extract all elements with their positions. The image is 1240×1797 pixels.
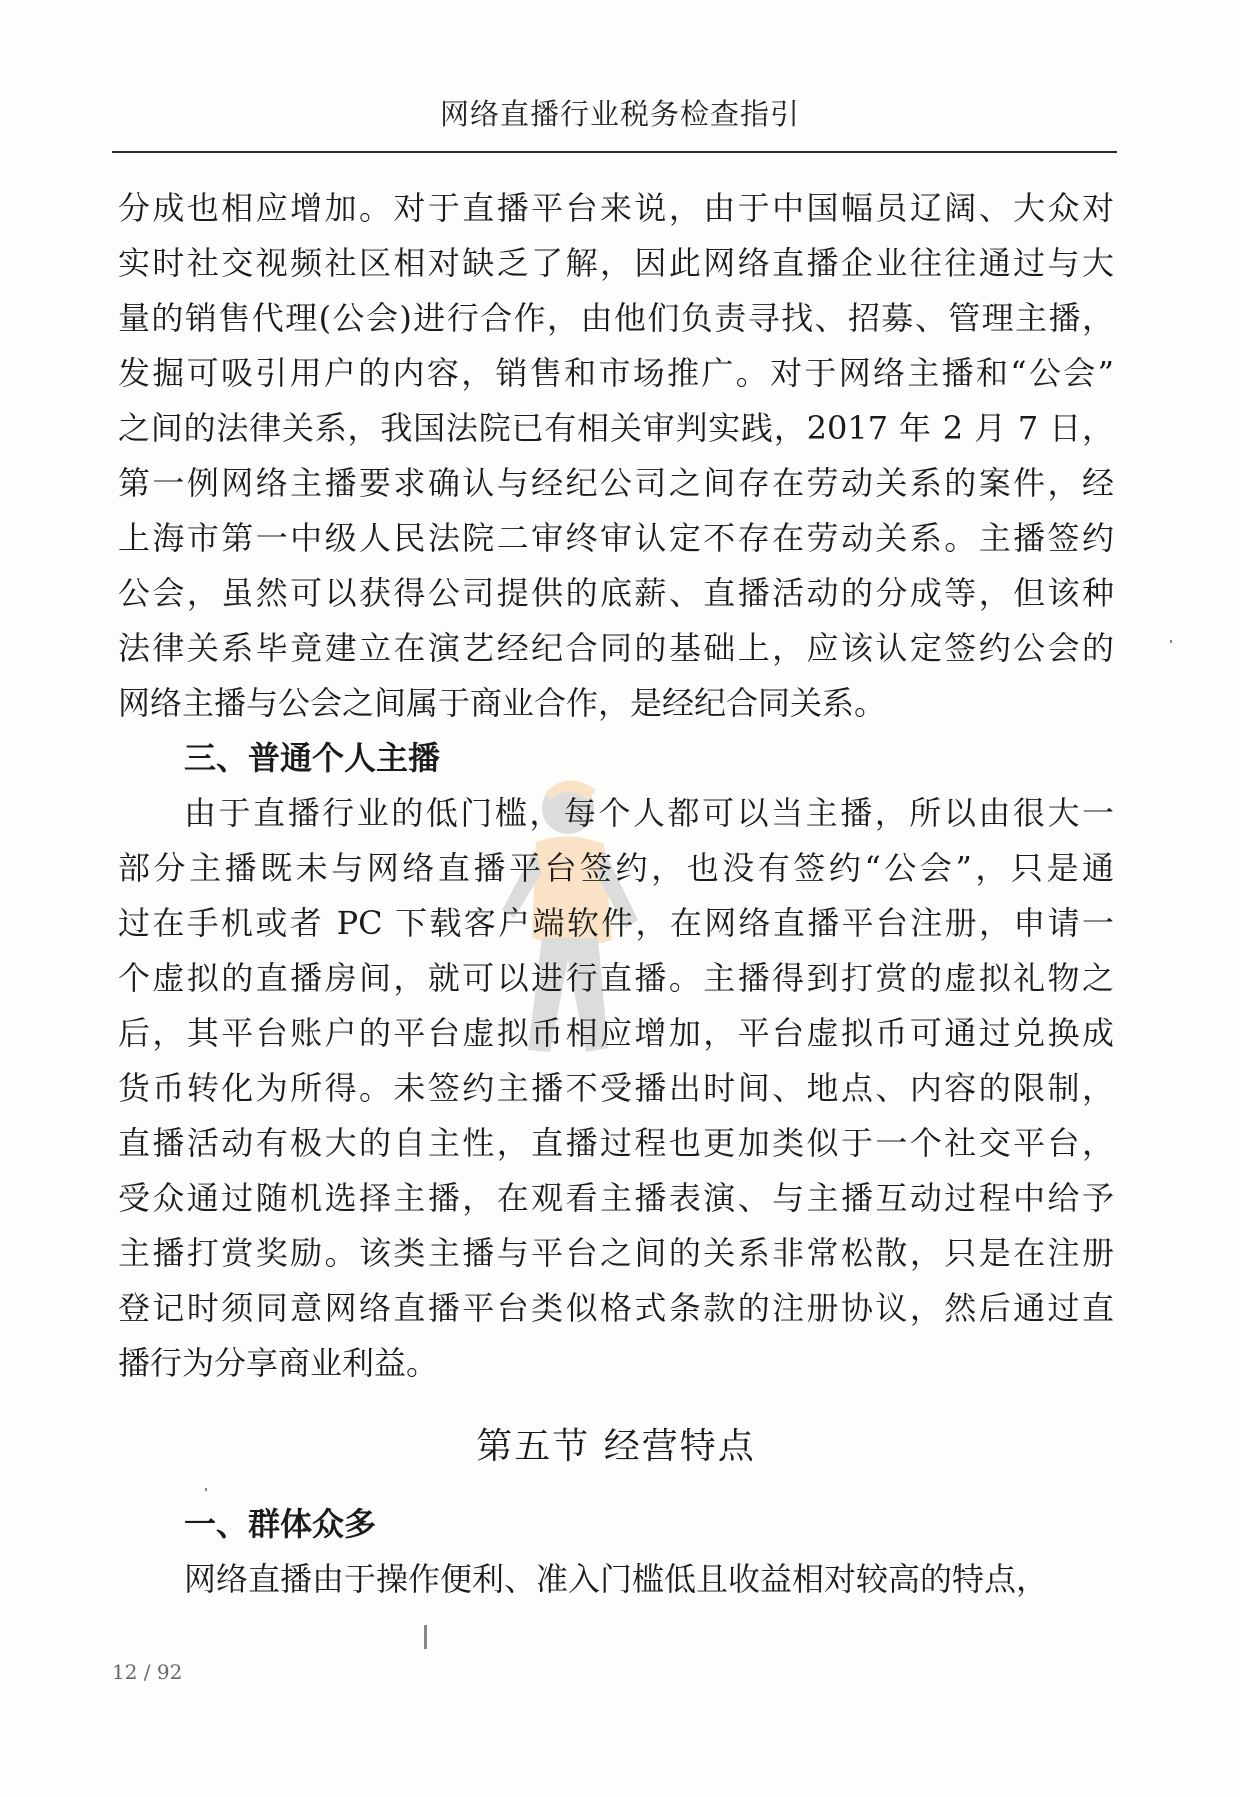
text-line: 网络直播由于操作便利、准入门槛低且收益相对较高的特点，	[184, 1560, 1049, 1598]
scan-speck	[424, 1625, 427, 1649]
text-line: 后，其平台账户的平台虚拟币相应增加，平台虚拟币可通过兑换成	[118, 1014, 1114, 1052]
text-line: 过在手机或者 PC 下载客户端软件，在网络直播平台注册，申请一	[118, 904, 1114, 942]
text-line: 主播打赏奖励。该类主播与平台之间的关系非常松散，只是在注册	[118, 1234, 1114, 1272]
text-line: 量的销售代理(公会)进行合作，由他们负责寻找、招募、管理主播，	[118, 299, 1114, 337]
text-line: 受众通过随机选择主播，在观看主播表演、与主播互动过程中给予	[118, 1179, 1114, 1217]
subheading-large-group: 一、群体众多	[184, 1505, 377, 1543]
text-line: 登记时须同意网络直播平台类似格式条款的注册协议，然后通过直	[118, 1289, 1114, 1327]
subheading-ordinary-streamers: 三、普通个人主播	[184, 739, 441, 777]
text-line: 发掘可吸引用户的内容，销售和市场推广。对于网络主播和“公会”	[118, 354, 1114, 392]
text-line: 播行为分享商业利益。	[118, 1344, 439, 1382]
text-line: 分成也相应增加。对于直播平台来说，由于中国幅员辽阔、大众对	[118, 189, 1114, 227]
text-line: 个虚拟的直播房间，就可以进行直播。主播得到打赏的虚拟礼物之	[118, 959, 1114, 997]
text-line: 公会，虽然可以获得公司提供的底薪、直播活动的分成等，但该种	[118, 574, 1114, 612]
running-header: 网络直播行业税务检查指引	[439, 97, 800, 131]
section-title: 第五节 经营特点	[476, 1426, 756, 1467]
text-line: 之间的法律关系，我国法院已有相关审判实践，2017 年 2 月 7 日，	[118, 409, 1114, 447]
text-line: 直播活动有极大的自主性，直播过程也更加类似于一个社交平台，	[118, 1124, 1114, 1162]
text-line: 第一例网络主播要求确认与经纪公司之间存在劳动关系的案件，经	[118, 464, 1114, 502]
text-line: 法律关系毕竟建立在演艺经纪合同的基础上，应该认定签约公会的	[118, 629, 1114, 667]
document-body	[118, 181, 1114, 1607]
header-rule	[112, 151, 1117, 153]
scan-speck	[1170, 640, 1172, 643]
scan-speck	[205, 1488, 207, 1491]
text-line: 上海市第一中级人民法院二审终审认定不存在劳动关系。主播签约	[118, 519, 1114, 557]
text-line: 网络主播与公会之间属于商业合作，是经纪合同关系。	[118, 684, 887, 722]
page-number: 12 / 92	[112, 1660, 183, 1684]
text-line: 货币转化为所得。未签约主播不受播出时间、地点、内容的限制，	[118, 1069, 1114, 1107]
text-line: 由于直播行业的低门槛，每个人都可以当主播，所以由很大一	[184, 794, 1114, 832]
text-line: 实时社交视频社区相对缺乏了解，因此网络直播企业往往通过与大	[118, 244, 1114, 282]
text-line: 部分主播既未与网络直播平台签约，也没有签约“公会”，只是通	[118, 849, 1114, 887]
